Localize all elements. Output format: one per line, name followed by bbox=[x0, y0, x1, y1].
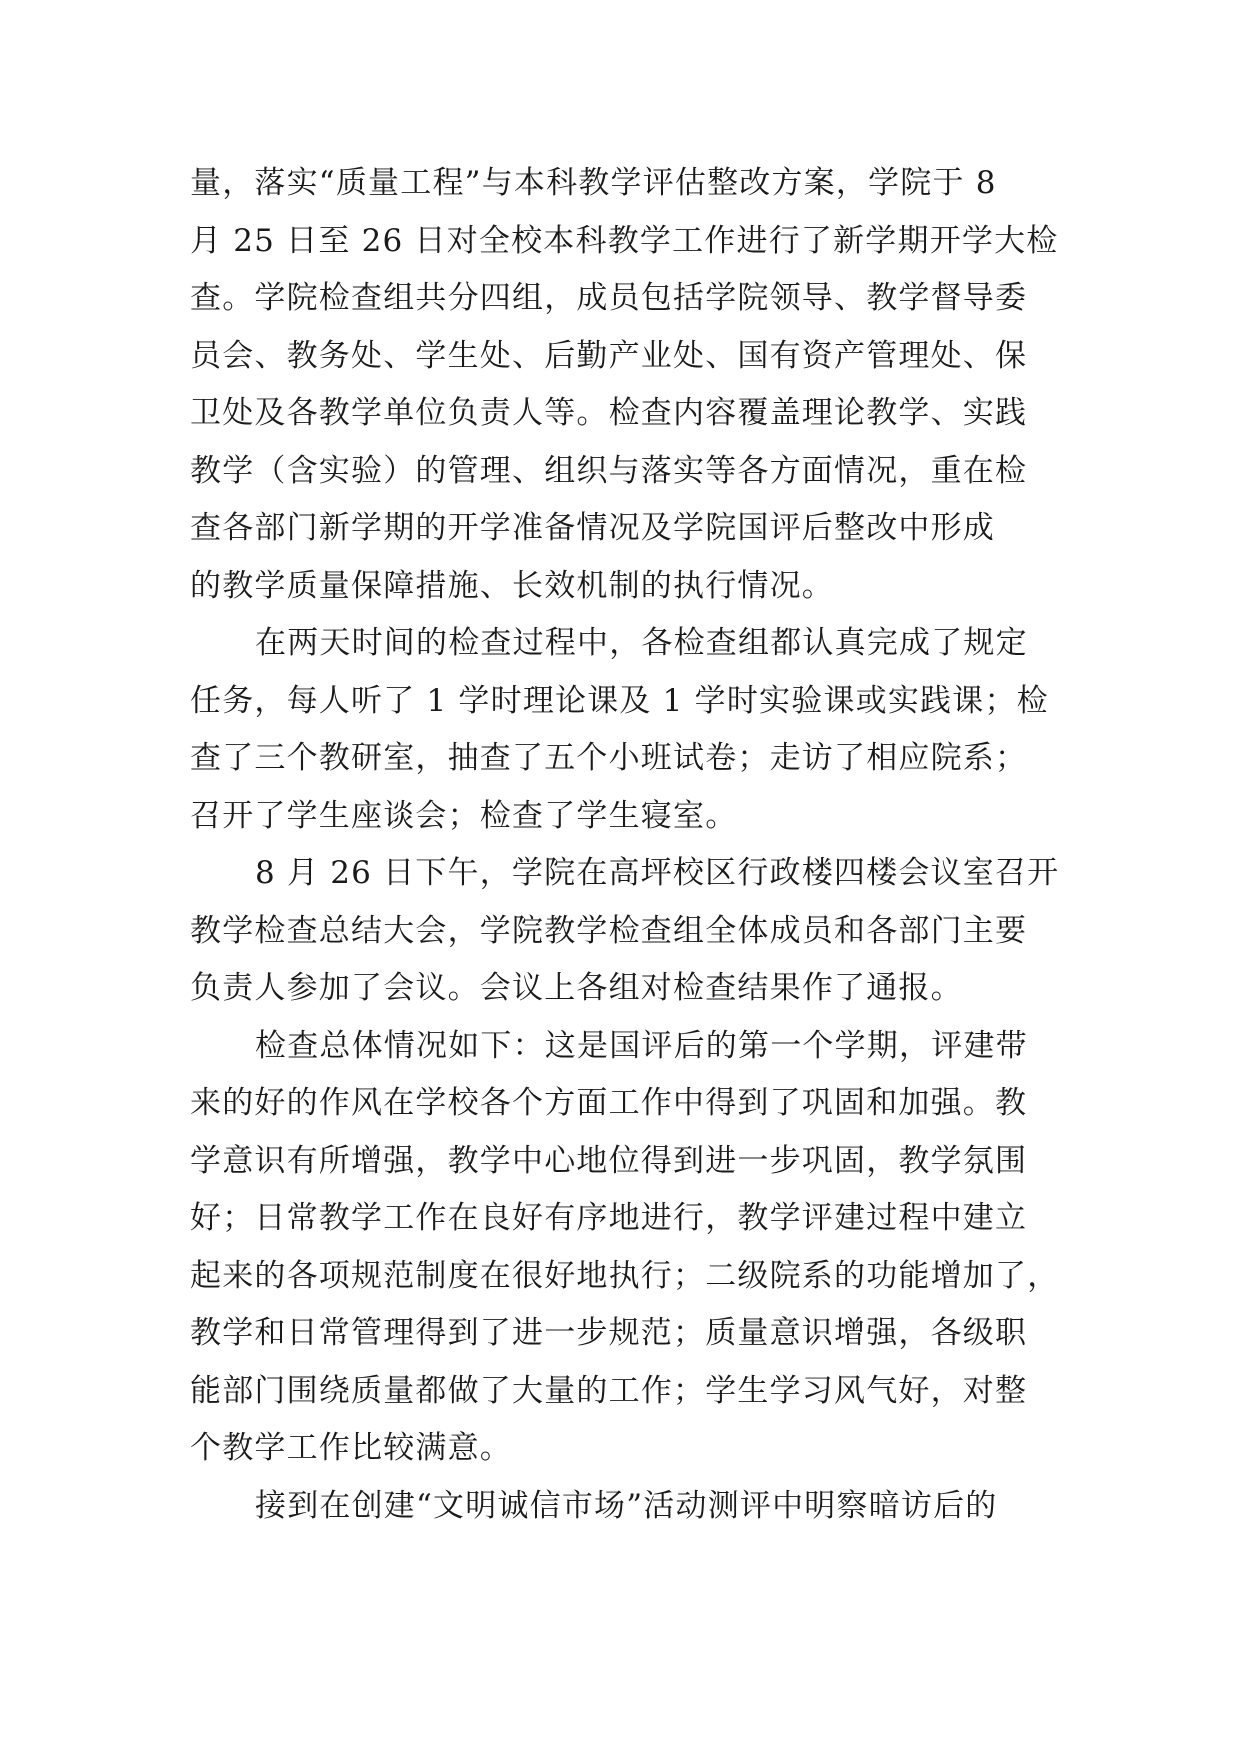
text-line: 查各部门新学期的开学准备情况及学院国评后整改中形成 bbox=[190, 510, 995, 546]
text-line: 起来的各项规范制度在很好地执行；二级院系的功能增加了， bbox=[190, 1257, 1060, 1294]
text-line: 接到在创建“文明诚信市场”活动测评中明察暗访后的 bbox=[255, 1487, 998, 1524]
text-line: 好；日常教学工作在良好有序地进行，教学评建过程中建立 bbox=[190, 1200, 1028, 1236]
text-line: 8 月 26 日下午，学院在高坪校区行政楼四楼会议室召开 bbox=[255, 855, 1060, 891]
text-line: 教学（含实验）的管理、组织与落实等各方面情况，重在检 bbox=[190, 452, 1028, 489]
text-line: 量，落实“质量工程”与本科教学评估整改方案，学院于 8 bbox=[190, 165, 997, 201]
text-line: 任务，每人听了 1 学时理论课及 1 学时实验课或实践课；检 bbox=[190, 682, 1049, 719]
text-line: 的教学质量保障措施、长效机制的执行情况。 bbox=[190, 567, 834, 604]
text-line: 来的好的作风在学校各个方面工作中得到了巩固和加强。教 bbox=[190, 1085, 1028, 1121]
text-line: 能部门围绕质量都做了大量的工作；学生学习风气好，对整 bbox=[190, 1372, 1028, 1409]
document-body bbox=[190, 155, 1070, 1535]
text-line: 负责人参加了会议。会议上各组对检查结果作了通报。 bbox=[190, 970, 963, 1006]
text-line: 在两天时间的检查过程中，各检查组都认真完成了规定 bbox=[255, 625, 1028, 661]
text-line: 查。学院检查组共分四组，成员包括学院领导、教学督导委 bbox=[190, 280, 1028, 316]
paragraph bbox=[190, 155, 1070, 615]
text-line: 学意识有所增强，教学中心地位得到进一步巩固，教学氛围 bbox=[190, 1142, 1028, 1179]
text-line: 查了三个教研室，抽查了五个小班试卷；走访了相应院系； bbox=[190, 740, 1028, 776]
text-line: 教学和日常管理得到了进一步规范；质量意识增强，各级职 bbox=[190, 1315, 1028, 1351]
text-line: 个教学工作比较满意。 bbox=[190, 1430, 512, 1466]
paragraph bbox=[190, 1018, 1070, 1478]
text-line: 召开了学生座谈会；检查了学生寝室。 bbox=[190, 797, 738, 834]
text-line: 卫处及各教学单位负责人等。检查内容覆盖理论教学、实践 bbox=[190, 395, 1028, 431]
text-line: 员会、教务处、学生处、后勤产业处、国有资产管理处、保 bbox=[190, 337, 1028, 374]
text-line: 月 25 日至 26 日对全校本科教学工作进行了新学期开学大检 bbox=[190, 222, 1059, 259]
text-line: 教学检查总结大会，学院教学检查组全体成员和各部门主要 bbox=[190, 912, 1028, 949]
paragraph bbox=[190, 615, 1070, 845]
text-line: 检查总体情况如下：这是国评后的第一个学期，评建带 bbox=[255, 1027, 1028, 1064]
paragraph bbox=[190, 1478, 1070, 1536]
paragraph bbox=[190, 845, 1070, 1018]
